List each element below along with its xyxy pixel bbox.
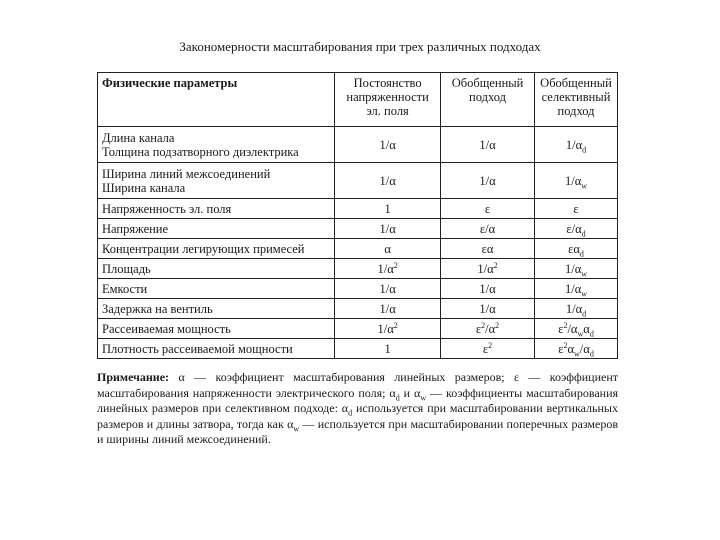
formula-part: 1/α	[565, 301, 583, 316]
parameter-name	[98, 239, 335, 259]
formula-part: d	[582, 309, 587, 318]
scaling-table	[97, 72, 618, 359]
constant-field-value	[335, 219, 441, 239]
generalized-value	[441, 199, 535, 219]
constant-field-value	[335, 199, 441, 219]
parameter-name-line: Концентрации легирующих примесей	[102, 241, 305, 256]
parameter-name-line: Рассеиваемая мощность	[102, 321, 231, 336]
table-row	[98, 219, 618, 239]
formula-part: w	[577, 329, 584, 338]
formula-part: 1/α	[379, 221, 396, 236]
formula-part: 1/α	[565, 137, 583, 152]
parameter-name-line: Плотность рассеиваемой мощности	[102, 341, 293, 356]
parameter-name	[98, 127, 335, 163]
selective-value	[535, 127, 618, 163]
formula-part: 1/α	[479, 281, 496, 296]
selective-value	[535, 219, 618, 239]
formula-part: d	[589, 329, 594, 338]
formula-part: 1/α	[479, 173, 496, 188]
table-header-row	[98, 73, 618, 127]
parameter-name	[98, 163, 335, 199]
parameter-name-line: Напряженность эл. поля	[102, 201, 232, 216]
formula-part: 2	[493, 260, 498, 270]
parameter-name-line: Емкости	[102, 281, 148, 296]
formula-part: 1/α	[379, 301, 396, 316]
formula-part: εα	[481, 241, 494, 256]
formula-part: 1/α	[564, 173, 582, 188]
formula-part: 1/α	[564, 261, 582, 276]
constant-field-value	[335, 259, 441, 279]
formula-part: ε	[573, 201, 579, 216]
formula-part: w	[574, 349, 580, 358]
parameter-name-line: Напряжение	[102, 221, 169, 236]
formula-part: 1	[384, 201, 391, 216]
parameter-name-line: Толщина подзатворного диэлектрика	[102, 144, 299, 159]
page-title: Закономерности масштабирования при трех различных подходах	[179, 39, 541, 54]
table-row	[98, 239, 618, 259]
table-row	[98, 199, 618, 219]
generalized-value	[441, 259, 535, 279]
parameter-name	[98, 199, 335, 219]
footnote	[97, 370, 618, 448]
parameter-name-line: Длина канала	[102, 130, 175, 145]
selective-value	[535, 199, 618, 219]
formula-part: 1/α	[377, 321, 394, 336]
parameter-name	[98, 299, 335, 319]
selective-value	[535, 163, 618, 199]
formula-part: 2	[488, 340, 493, 350]
formula-part: /α	[567, 321, 578, 336]
note-label: Примечание:	[97, 370, 170, 384]
constant-field-value	[335, 319, 441, 339]
formula-part: w	[581, 289, 588, 298]
constant-field-value	[335, 127, 441, 163]
formula-part: 1/α	[379, 173, 396, 188]
formula-part: α	[384, 241, 391, 256]
subscript: w	[420, 392, 427, 402]
header-parameters: Физические параметры	[98, 73, 335, 127]
header-generalized: Обобщенный подход	[441, 73, 535, 127]
table-row	[98, 163, 618, 199]
formula-part: α	[583, 321, 590, 336]
selective-value	[535, 339, 618, 359]
generalized-value	[441, 163, 535, 199]
formula-part: εα	[568, 241, 580, 256]
generalized-value	[441, 339, 535, 359]
table-row	[98, 339, 618, 359]
header-selective: Обобщенный селективный подход	[535, 73, 618, 127]
table-row	[98, 127, 618, 163]
formula-part: ε	[482, 341, 489, 356]
table-row	[98, 259, 618, 279]
formula-part: 2	[563, 320, 568, 330]
constant-field-value	[335, 299, 441, 319]
generalized-value	[441, 279, 535, 299]
parameter-name-line: Ширина линий межсоединений	[102, 166, 271, 181]
formula-part: w	[581, 269, 588, 278]
formula-part: 2	[481, 320, 486, 330]
selective-value	[535, 239, 618, 259]
parameter-name	[98, 259, 335, 279]
formula-part: 2	[393, 320, 398, 330]
formula-part: d	[582, 145, 587, 154]
formula-part: ε/α	[566, 221, 582, 236]
constant-field-value	[335, 339, 441, 359]
formula-part: 1/α	[379, 281, 396, 296]
formula-part: /α	[485, 321, 496, 336]
formula-part: 1/α	[377, 261, 394, 276]
formula-part: /α	[579, 341, 590, 356]
formula-part: 1/α	[379, 137, 396, 152]
formula-part: 1/α	[479, 301, 496, 316]
generalized-value	[441, 127, 535, 163]
subscript: d	[348, 408, 353, 418]
table-row	[98, 299, 618, 319]
formula-part: 2	[495, 320, 500, 330]
formula-part: ε	[558, 321, 564, 336]
formula-part: 1/α	[477, 261, 494, 276]
formula-part: ε	[475, 321, 482, 336]
constant-field-value	[335, 279, 441, 299]
parameter-name	[98, 339, 335, 359]
table-row	[98, 279, 618, 299]
subscript: w	[293, 423, 300, 433]
formula-part: 2	[393, 260, 398, 270]
formula-part: 1/α	[564, 281, 582, 296]
generalized-value	[441, 219, 535, 239]
selective-value	[535, 319, 618, 339]
formula-part: ε	[558, 341, 564, 356]
generalized-value	[441, 299, 535, 319]
parameter-name	[98, 219, 335, 239]
formula-part: d	[579, 249, 584, 258]
constant-field-value	[335, 239, 441, 259]
constant-field-value	[335, 163, 441, 199]
selective-value	[535, 259, 618, 279]
subscript: d	[395, 392, 400, 402]
selective-value	[535, 299, 618, 319]
selective-value	[535, 279, 618, 299]
formula-part: w	[581, 181, 588, 190]
formula-part: d	[581, 229, 586, 238]
formula-part: ε/α	[479, 221, 496, 236]
note-text: α — коэффициент масштабирования линейных размеров; ε — коэффициент масштабирования напряженности электрического поля; $\alpha_d$ и $\alpha_w$ — коэффициенты масштабирования линейных размеров при селективном подходе: $\alpha_d$ используется при масштабировании вертикальных размеров и длины затвора, тогда как $\alpha_w$ — используется при масштабировании поперечных размеров и ширины линий межсоединений.	[97, 370, 619, 446]
formula-part: 1/α	[479, 137, 496, 152]
table-row	[98, 319, 618, 339]
parameter-name-line: Ширина канала	[102, 180, 186, 195]
parameter-name	[98, 279, 335, 299]
header-constant-field: Постоянство напряженности эл. поля	[335, 73, 441, 127]
generalized-value	[441, 239, 535, 259]
formula-part: α	[567, 341, 574, 356]
formula-part: ε	[484, 201, 491, 216]
formula-part: 2	[563, 340, 568, 350]
generalized-value	[441, 319, 535, 339]
formula-part: 1	[384, 341, 391, 356]
formula-part: d	[589, 349, 594, 358]
parameter-name-line: Площадь	[102, 261, 151, 276]
parameter-name-line: Задержка на вентиль	[102, 301, 213, 316]
parameter-name	[98, 319, 335, 339]
